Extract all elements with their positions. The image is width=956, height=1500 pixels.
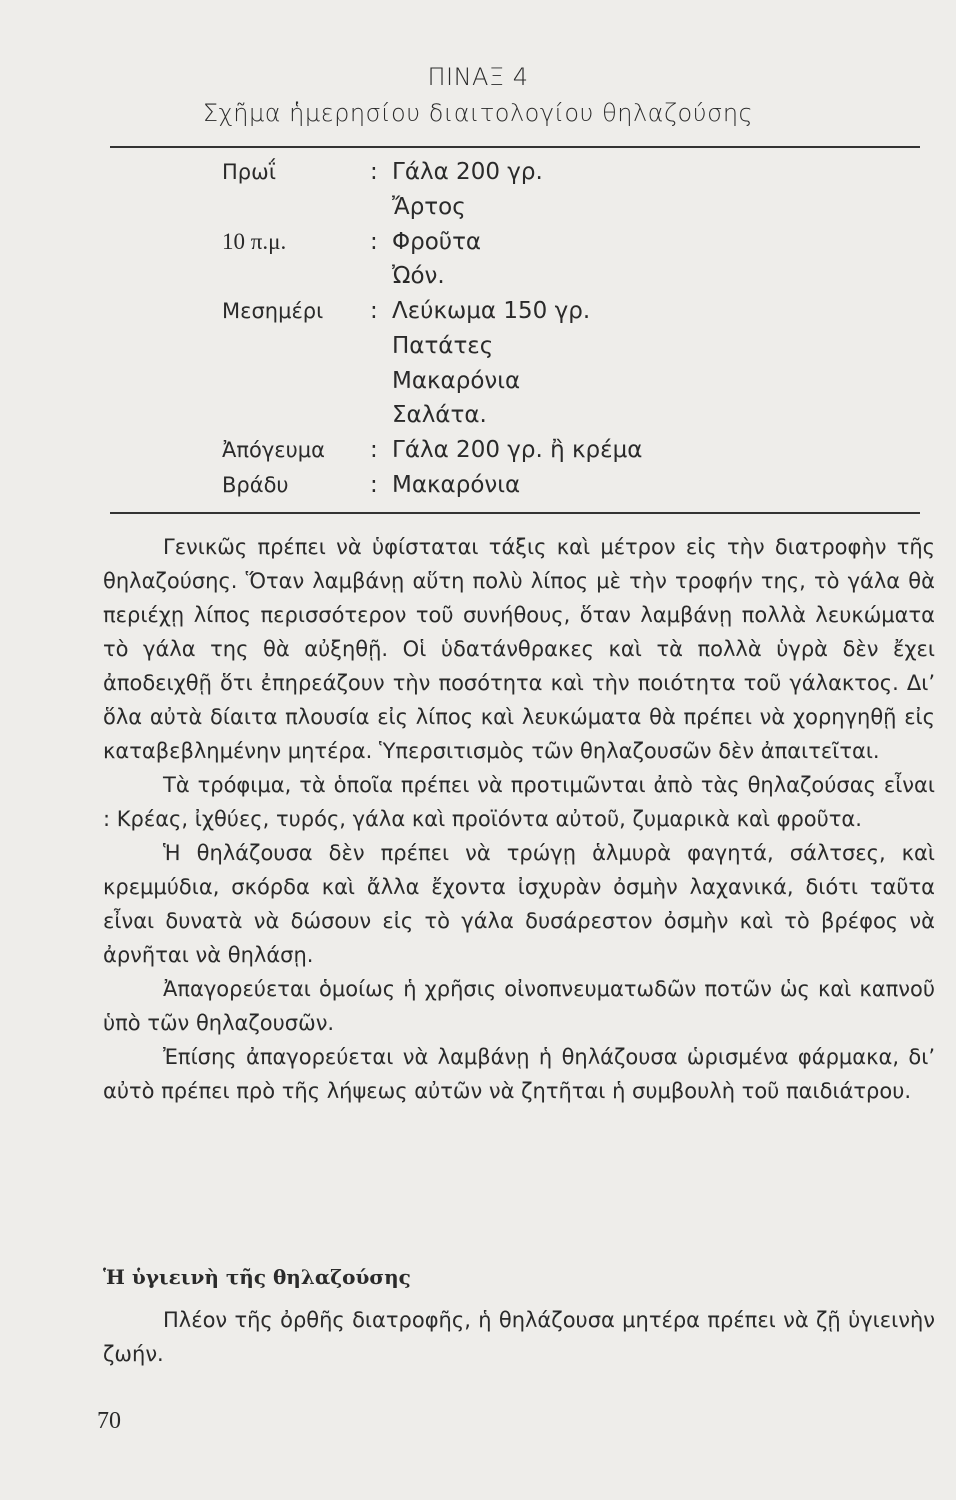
meal-food: Ἄρτος — [392, 194, 466, 220]
row-colon: : — [370, 229, 378, 255]
meal-food: Σαλάτα. — [392, 402, 487, 428]
row-colon: : — [370, 472, 378, 498]
row-colon: : — [370, 437, 378, 463]
meal-food: Γάλα 200 γρ. — [392, 159, 543, 185]
meal-food: Φροῦτα — [392, 229, 482, 255]
meal-food: Λεύκωμα 150 γρ. — [392, 298, 591, 324]
table-subtitle: Σχῆμα ἡμερησίου διαιτολογίου θηλαζούσης — [202, 99, 754, 127]
meal-time: Πρωΐ — [222, 160, 276, 184]
page-number: 70 — [97, 1408, 121, 1434]
meal-time: 10 π.μ. — [222, 229, 287, 254]
table-bottom-rule — [110, 512, 920, 514]
paragraph-hygiene: Πλέον τῆς ὀρθῆς διατροφῆς, ἡ θηλάζουσα μητέρα πρέπει νὰ ζῇ ὑγιεινὴν ζωήν. — [103, 1308, 935, 1366]
row-colon: : — [370, 298, 378, 324]
row-colon: : — [370, 159, 378, 185]
section-heading: Ἡ ὑγιεινὴ τῆς θηλαζούσης — [103, 1265, 411, 1289]
meal-time: Μεσημέρι — [222, 299, 324, 323]
paragraph-avoid-foods: Ἡ θηλάζουσα δὲν πρέπει νὰ τρώγῃ ἁλμυρὰ φαγητά, σάλτσες, καὶ κρεμμύδια, σκόρδα καὶ ἄλλα ἔχοντα ἰσχυρὰν ὀσμὴν λαχανικά, διότι ταῦτα εἶναι δυνατὰ νὰ δώσουν εἰς τὸ γάλα δυσάρεστον ὀσμὴν καὶ τὸ βρέφος νὰ ἀρνῆται νὰ θηλάσῃ. — [103, 841, 935, 967]
meal-food: Γάλα 200 γρ. ἢ κρέμα — [392, 437, 643, 463]
body-text — [103, 530, 935, 1108]
paragraph-medicines: Ἐπίσης ἀπαγορεύεται νὰ λαμβάνῃ ἡ θηλάζουσα ὡρισμένα φάρμακα, δι’ αὐτὸ πρέπει πρὸ τῆς λήψεως αὐτῶν νὰ ζητῆται ἡ συμβουλὴ τοῦ παιδιάτρου. — [103, 1045, 935, 1103]
meal-time: Ἀπόγευμα — [222, 438, 325, 462]
table-title: ΠΙΝΑΞ 4 — [427, 63, 529, 91]
paragraph-foods: Τὰ τρόφιμα, τὰ ὁποῖα πρέπει νὰ προτιμῶνται ἀπὸ τὰς θηλαζούσας εἶναι : Κρέας, ἰχθύες, τυρός, γάλα καὶ προϊόντα αὐτοῦ, ζυμαρικὰ καὶ φροῦτα. — [103, 773, 935, 831]
paragraph-general: Γενικῶς πρέπει νὰ ὑφίσταται τάξις καὶ μέτρον εἰς τὴν διατροφὴν τῆς θηλαζούσης. Ὅταν λαμβάνῃ αὕτη πολὺ λίπος μὲ τὴν τροφήν της, τὸ γάλα θὰ περιέχῃ λίπος περισσότερον τοῦ συνήθους, ὅταν λαμβάνῃ πολλὰ λευκώματα τὸ γάλα της θὰ αὐξηθῇ. Οἱ ὑδατάνθρακες καὶ τὰ πολλὰ ὑγρὰ δὲν ἔχει ἀποδειχθῇ ὅτι ἐπηρεάζουν τὴν ποσότητα καὶ τὴν ποιότητα τοῦ γάλακτος. Δι’ ὅλα αὐτὰ δίαιτα πλουσία εἰς λίπος καὶ λευκώματα θὰ πρέπει νὰ χορηγηθῇ εἰς καταβεβλημένην μητέρα. Ὑπερσιτισμὸς τῶν θηλαζουσῶν δὲν ἀπαιτεῖται. — [103, 535, 935, 763]
meal-food: Πατάτες — [392, 333, 494, 359]
table-top-rule — [110, 146, 920, 148]
meal-time: Βράδυ — [222, 473, 289, 497]
meal-food: Ὠόν. — [392, 263, 445, 289]
paragraph-alcohol: Ἀπαγορεύεται ὁμοίως ἡ χρῆσις οἰνοπνευματωδῶν ποτῶν ὡς καὶ καπνοῦ ὑπὸ τῶν θηλαζουσῶν. — [103, 977, 935, 1035]
meal-food: Μακαρόνια — [392, 368, 521, 394]
section-body — [103, 1303, 935, 1371]
meal-food: Μακαρόνια — [392, 472, 521, 498]
